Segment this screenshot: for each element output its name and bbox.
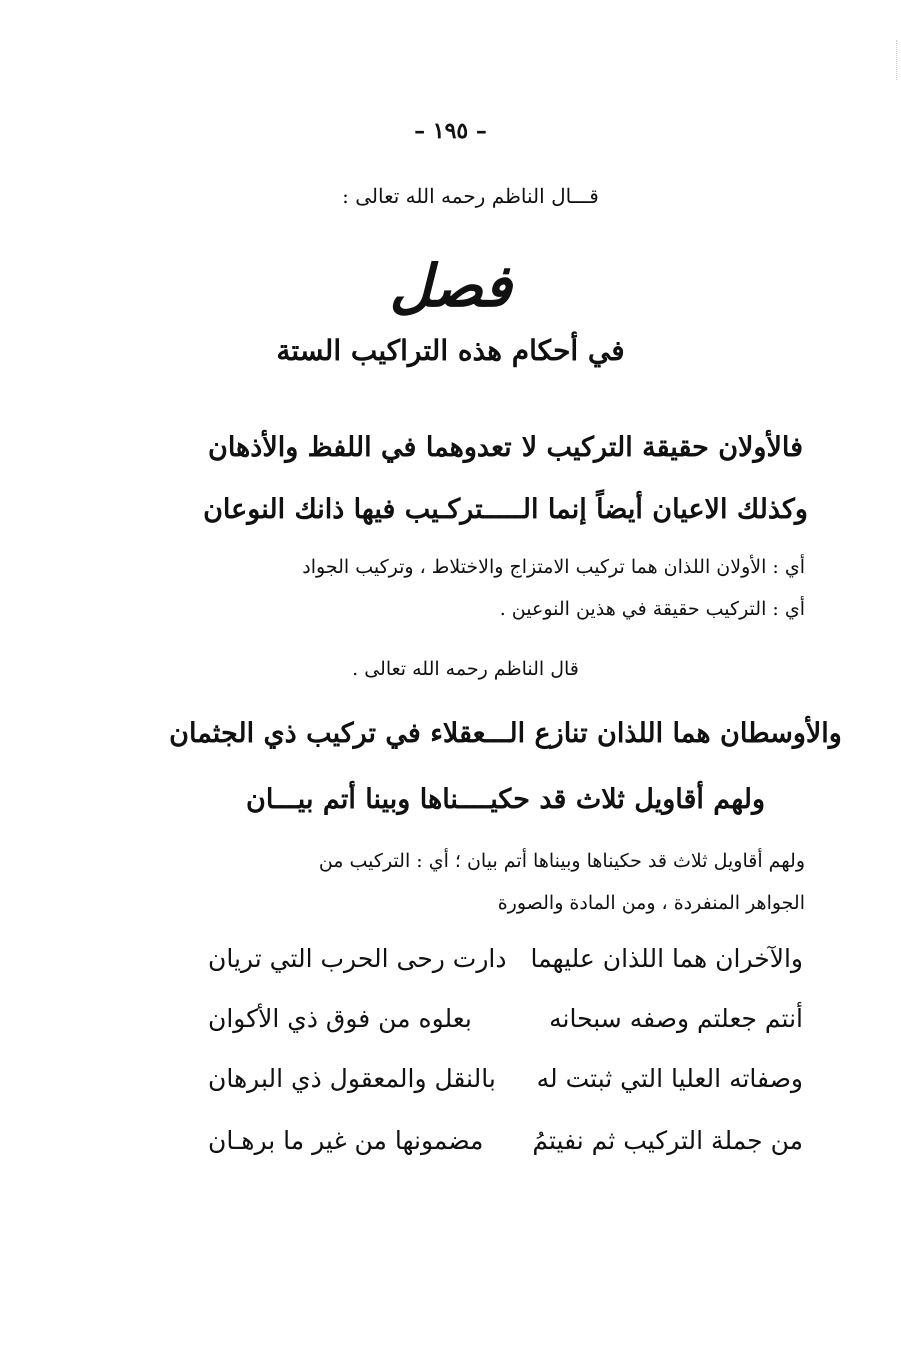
page-edge-mark xyxy=(894,40,897,80)
verse-line xyxy=(208,784,803,832)
section-subtitle: في أحكام هذه التراكيب الستة xyxy=(276,334,625,367)
poet-intro: قـــال الناظم رحمه الله تعالى : xyxy=(342,184,599,208)
verse-second-hemistich: بالنقل والمعقول ذي البرهان xyxy=(208,1064,496,1093)
verse-line xyxy=(208,1064,803,1112)
verse-second-hemistich: تعدوهما في اللفظ والأذهان xyxy=(208,432,512,463)
poet-intro-2: قال الناظم رحمه الله تعالى . xyxy=(352,658,579,680)
commentary-line: الجواهر المنفردة ، ومن المادة والصورة xyxy=(497,892,805,914)
verse-second-hemistich: مضمونها من غير ما برهـان xyxy=(208,1126,484,1155)
commentary-line: ولهم أقاويل ثلاث قد حكيناها وبيناها أتم بيان ؛ أي : التركيب من xyxy=(318,850,805,872)
verse-first-hemistich: فالأولان حقيقة التركيب لا xyxy=(521,432,803,463)
verse-second-hemistich: بعلوه من فوق ذي الأكوان xyxy=(208,1004,472,1033)
verse-line xyxy=(169,718,842,766)
verse-first-hemistich: وكذلك الاعيان أيضاً إنما الـــــتركـيب فيها ذانك النوعان xyxy=(203,494,808,525)
commentary-line: أي : الأولان اللذان هما تركيب الامتزاج والاختلاط ، وتركيب الجواد xyxy=(302,556,805,578)
verse-first-hemistich: والأوسطان هما اللذان تنازع الـــعقلاء في تركيب ذي الجثمان xyxy=(169,718,842,749)
verse-line xyxy=(203,494,808,542)
verse-first-hemistich: من جملة التركيب ثم نفيتمُ xyxy=(532,1126,803,1155)
page-number: – ١٩٥ – xyxy=(414,118,487,144)
verse-first-hemistich: ولهم أقاويل ثلاث قد حكيــــناها وبينا أتم بيـــان xyxy=(246,784,765,815)
verse-line xyxy=(208,1004,803,1052)
verse-line xyxy=(208,944,803,992)
verse-line xyxy=(208,1126,803,1174)
verse-line xyxy=(208,432,803,480)
commentary-line: أي : التركيب حقيقة في هذين النوعين . xyxy=(499,598,805,620)
verse-first-hemistich: أنتم جعلتم وصفه سبحانه xyxy=(549,1004,803,1033)
section-heading: فصل xyxy=(389,252,512,320)
verse-first-hemistich: والآخران هما اللذان عليهما xyxy=(530,944,803,973)
verse-first-hemistich: وصفاته العليا التي ثبتت له xyxy=(536,1064,803,1093)
verse-second-hemistich: دارت رحى الحرب التي تريان xyxy=(208,944,507,973)
